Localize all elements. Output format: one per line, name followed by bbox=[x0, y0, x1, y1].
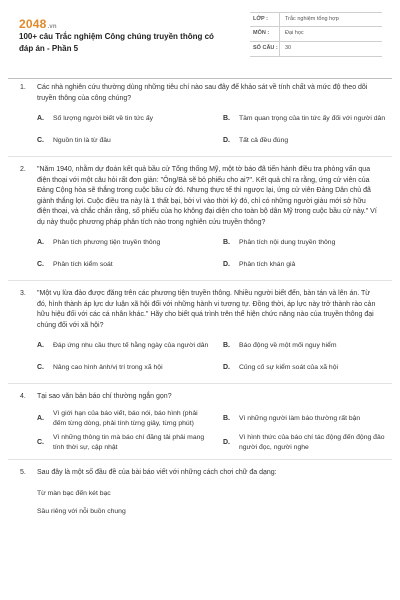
question-1 bbox=[0, 83, 400, 152]
option-c[interactable] bbox=[37, 130, 209, 152]
option-a[interactable] bbox=[37, 407, 209, 431]
option-letter: D. bbox=[223, 363, 230, 371]
option-d[interactable] bbox=[223, 130, 395, 152]
option-letter: B. bbox=[223, 114, 230, 122]
option-text: Nguồn tin là từ đâu bbox=[53, 136, 111, 144]
question-divider bbox=[8, 459, 392, 460]
option-text: Phân tích nội dung truyền thông bbox=[239, 238, 336, 246]
option-a[interactable] bbox=[37, 232, 209, 254]
option-b[interactable] bbox=[223, 335, 395, 357]
options bbox=[37, 108, 386, 152]
info-table bbox=[250, 12, 382, 57]
option-a[interactable] bbox=[37, 108, 209, 130]
option-a[interactable] bbox=[37, 335, 209, 357]
info-label: SỐ CÂU : bbox=[250, 42, 280, 56]
option-letter: C. bbox=[37, 363, 44, 371]
option-text: Củng cố sự kiểm soát của xã hội bbox=[239, 363, 338, 371]
option-text: Phân tích kiểm soát bbox=[53, 260, 113, 268]
info-label: LỚP : bbox=[250, 13, 280, 26]
question-list bbox=[0, 83, 400, 521]
option-letter: B. bbox=[223, 414, 230, 422]
list-item: Sầu riêng với nỗi buồn chung bbox=[37, 507, 126, 515]
headline-list bbox=[37, 485, 380, 521]
option-letter: D. bbox=[223, 260, 230, 268]
question-number: 2. bbox=[20, 166, 26, 173]
option-text: Số lượng người biết về tin tức ấy bbox=[53, 114, 154, 122]
question-text: Tại sao văn bản báo chí thường ngắn gọn? bbox=[37, 393, 172, 400]
option-b[interactable] bbox=[223, 232, 395, 254]
option-letter: A. bbox=[37, 114, 44, 122]
question-number: 1. bbox=[20, 84, 26, 91]
logo-suffix: .vn bbox=[47, 24, 57, 30]
info-label: MÔN : bbox=[250, 27, 280, 41]
option-letter: A. bbox=[37, 341, 44, 349]
option-text: Tất cả đều đúng bbox=[239, 136, 289, 144]
option-letter: C. bbox=[37, 260, 44, 268]
option-c[interactable] bbox=[37, 254, 209, 276]
option-text: Báo động về một mối nguy hiểm bbox=[239, 341, 337, 349]
list-item: Từ màn bạc đến két bạc bbox=[37, 489, 111, 497]
option-d[interactable] bbox=[223, 431, 395, 455]
document-header bbox=[0, 0, 400, 76]
option-text: Phân tích khán giả bbox=[239, 260, 296, 268]
info-value: Đại học bbox=[285, 30, 304, 37]
question-text: "Năm 1940, nhằm dự đoán kết quả bầu cử Tổng thống Mỹ, một tờ báo đã tiến hành điều tra phỏng vấn qua điện thoại với một câu hỏi rất đơn giản: "Ông/Bà sẽ bỏ phiếu cho ai?". Kết quả chỉ ra rằng, ứng cử viên của Đảng Cộng hòa sẽ thắng trong cuộc bầu cử đó. Nhưng thực tế thì ngược lại, ứng cử viên Đảng Dân chủ đã giành thắng lợi. Cuộc điều tra này là 1 thất bại, bởi vì vào thời kỳ đó, chỉ có những người giàu mới sở hữu điện thoại, và chắc chắn rằng, số phiếu của họ không đại diện cho toàn bộ dân Mỹ trong cuộc bầu cử này." Ví dụ này thuộc phương pháp phân tích nào trong nghiên cứu truyền thông? bbox=[37, 166, 377, 226]
option-letter: A. bbox=[37, 414, 44, 422]
option-text: Tầm quan trọng của tin tức ấy đối với người dân bbox=[239, 114, 386, 122]
option-c[interactable] bbox=[37, 357, 209, 379]
option-letter: A. bbox=[37, 238, 44, 246]
header-divider bbox=[8, 78, 392, 79]
info-row-class bbox=[250, 12, 382, 27]
info-row-subject bbox=[250, 27, 382, 42]
option-letter: B. bbox=[223, 341, 230, 349]
option-letter: D. bbox=[223, 438, 230, 446]
option-text: Vì những người làm báo thường rất bận bbox=[239, 414, 361, 422]
info-value: Trắc nghiệm tổng hợp bbox=[285, 15, 339, 22]
question-number: 4. bbox=[20, 393, 26, 400]
question-4 bbox=[0, 392, 400, 455]
option-c[interactable] bbox=[37, 431, 209, 455]
option-b[interactable] bbox=[223, 108, 395, 130]
options bbox=[37, 232, 380, 276]
options bbox=[37, 407, 385, 456]
option-text: Vì giới hạn của báo viết, báo nói, báo hình (phải đếm từng dòng, phải tính từng giây, từng phút) bbox=[53, 409, 198, 427]
info-row-count bbox=[250, 42, 382, 57]
option-text: Nâng cao hình ảnh/vị trí trong xã hội bbox=[53, 363, 163, 371]
option-letter: C. bbox=[37, 136, 44, 144]
option-letter: C. bbox=[37, 438, 44, 446]
page-title: 100+ câu Trắc nghiệm Công chúng truyền thông có đáp án - Phần 5 bbox=[19, 32, 214, 53]
option-b[interactable] bbox=[223, 407, 395, 431]
option-text: Vì những thông tin mà báo chí đăng tải phải mang tính thời sự, cập nhật bbox=[53, 433, 205, 452]
option-text: Vì hình thức của báo chí tác động đến động đảo người đọc, người nghe bbox=[239, 433, 385, 452]
option-d[interactable] bbox=[223, 254, 395, 276]
question-number: 5. bbox=[20, 469, 26, 477]
question-divider bbox=[8, 383, 392, 384]
question-text: Sau đây là một số đầu đề của bài báo viết với những cách chơi chữ đa dạng: bbox=[37, 469, 277, 477]
option-letter: B. bbox=[223, 238, 230, 246]
question-5 bbox=[0, 468, 400, 521]
options bbox=[37, 335, 380, 379]
question-2 bbox=[0, 165, 400, 276]
logo-text: 2048 bbox=[19, 17, 47, 31]
question-text: "Một vụ lừa đảo được đăng trên các phương tiện truyền thông. Nhiều người biết đến, bàn tán và lên án. Từ đó, hình thành áp lực dư luận xã hội đối với những hành vi tương tự. Đồng thời, áp lực này trở thành rào cản hữu hiệu đối với các cá nhân khác." Hãy cho biết quá trình trên thể hiện chức năng nào của truyền thông đại chúng đối với xã hội? bbox=[37, 290, 376, 329]
info-value: 30 bbox=[285, 45, 292, 52]
question-divider bbox=[8, 280, 392, 281]
question-number: 3. bbox=[20, 290, 26, 297]
option-letter: D. bbox=[223, 136, 230, 144]
option-text: Phân tích phương tiện truyền thông bbox=[53, 238, 161, 246]
question-text: Các nhà nghiên cứu thường dùng những tiêu chí nào sau đây để khảo sát về tính chất và mức độ theo dõi truyền thông của công chúng? bbox=[37, 84, 368, 102]
question-divider bbox=[8, 156, 392, 157]
question-3 bbox=[0, 289, 400, 379]
option-d[interactable] bbox=[223, 357, 395, 379]
option-text: Đáp ứng nhu cầu thực tế hằng ngày của người dân bbox=[53, 341, 209, 349]
